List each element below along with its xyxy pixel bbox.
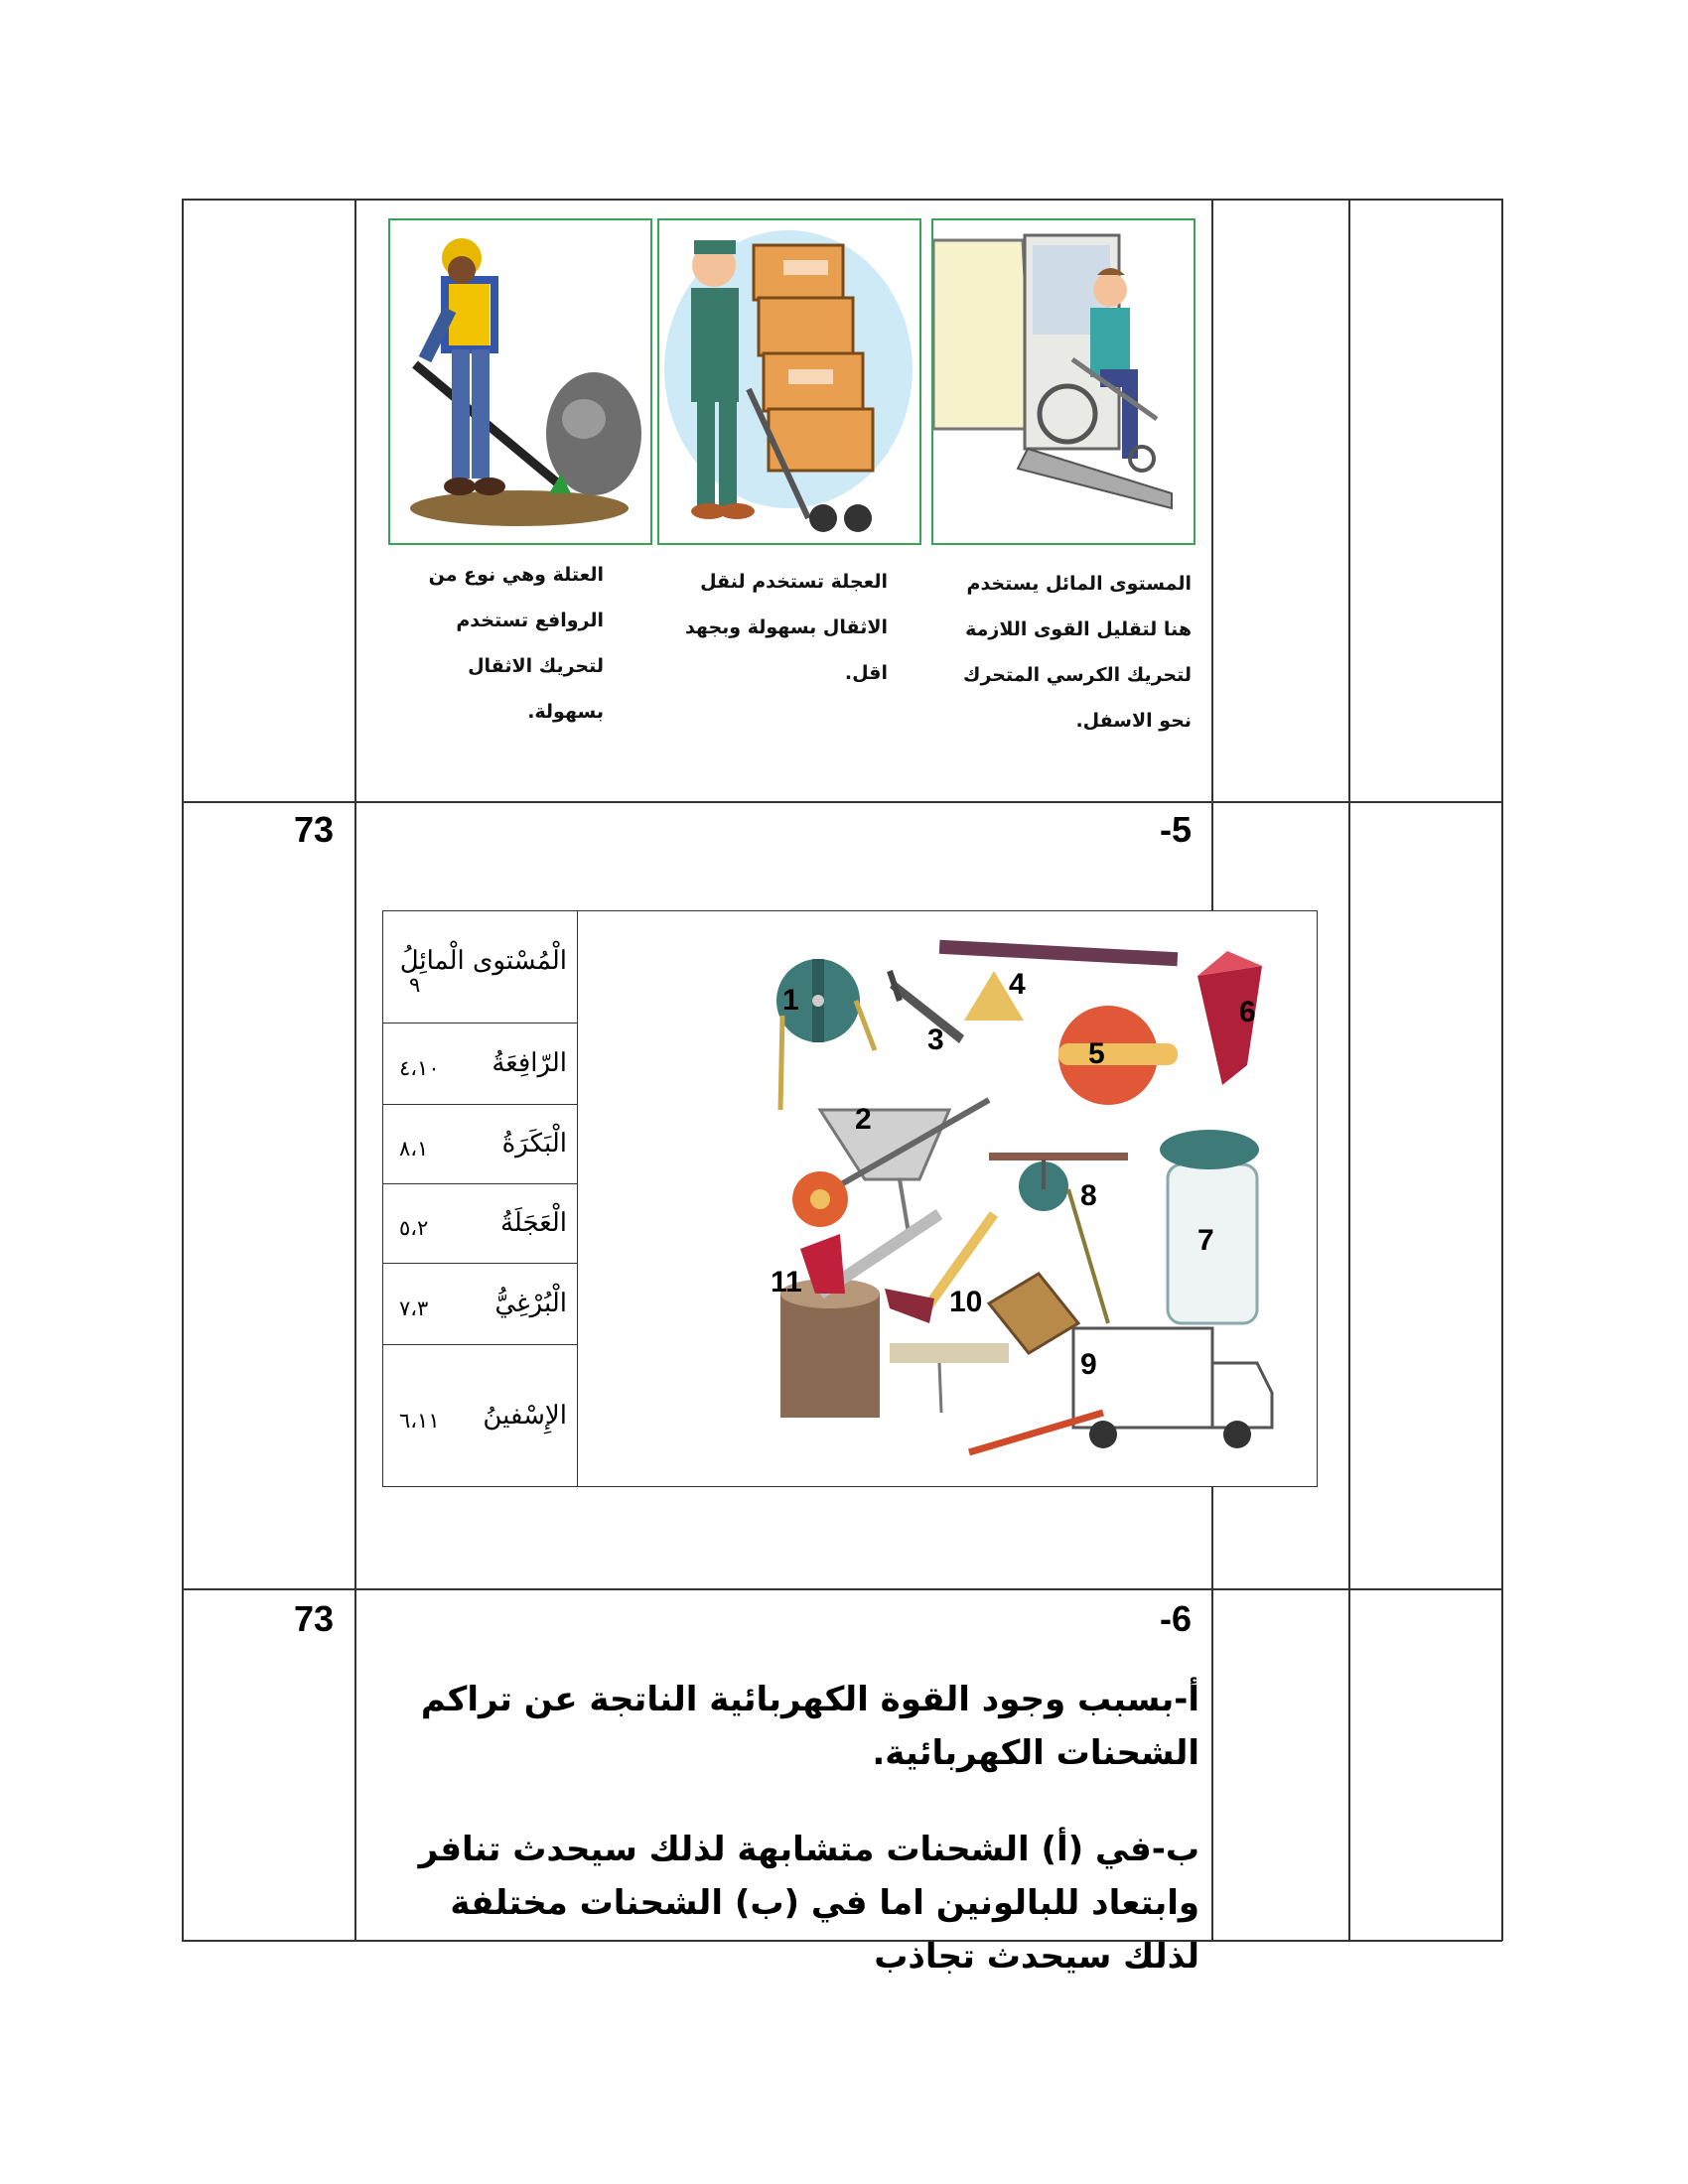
inclined-plane-caption: المستوى المائل يستخدم هنا لتقليل القوى اللازمة لتحريك الكرسي المتحرك نحو الاسفل. (963, 573, 1192, 732)
page-reference-row3: 73 (294, 1598, 335, 1639)
machine-row (383, 1104, 577, 1184)
row-divider-2 (182, 1588, 1502, 1590)
machine-label-9: 9 (1080, 1348, 1097, 1381)
wheel-caption: العجلة تستخدم لنقل الاثقال بسهولة وبجهد اقل. (684, 571, 888, 684)
machine-name: الْبَكَرَةُ (501, 1129, 567, 1159)
wheel-dolly-illustration (657, 218, 921, 545)
machine-row (383, 1344, 577, 1486)
question-number-6: -6 (1160, 1598, 1193, 1639)
row-divider-1 (182, 801, 1502, 803)
lever-illustration (388, 218, 652, 545)
simple-machines-table (382, 910, 1318, 1487)
machine-label-7: 7 (1197, 1224, 1214, 1257)
machine-row (383, 1183, 577, 1264)
column-divider-extra (1348, 199, 1350, 1941)
machine-label-4: 4 (1009, 968, 1026, 1001)
machine-name: الْمُسْتوى الْمائِلُ (399, 946, 567, 977)
table-right-border (1501, 199, 1503, 1941)
table-left-border (182, 199, 184, 1941)
machine-name: الْعَجَلَةُ (499, 1208, 567, 1238)
machine-row (383, 1023, 577, 1105)
machine-numbers: ٧،٣ (399, 1296, 429, 1320)
machine-label-1: 1 (782, 984, 799, 1017)
answer-a: أ-بسبب وجود القوة الكهربائية الناتجة عن تراكم الشحنات الكهربائية. (420, 1680, 1199, 1773)
machine-numbers: ٩ (409, 973, 421, 998)
machine-numbers: ٥،٢ (399, 1215, 429, 1240)
answer-b: ب-في (أ) الشحنات متشابهة لذلك سيحدث تنافر وابتعاد للبالونين اما في (ب) الشحنات مختلفة لذلك سيحدث تجاذب (418, 1830, 1199, 1977)
machine-label-6: 6 (1239, 996, 1256, 1028)
simple-machines-picture (761, 926, 1302, 1467)
lever-caption: العتلة وهي نوع من الروافع تستخدم لتحريك الاثقال بسهولة. (428, 564, 604, 723)
table-top-border (182, 199, 1502, 201)
machine-label-10: 10 (949, 1286, 983, 1318)
machine-numbers: ٤،١٠ (399, 1055, 440, 1080)
machine-name: الرّافِعَةُ (492, 1048, 567, 1078)
machine-label-11: 11 (771, 1266, 802, 1298)
page-reference-row2: 73 (294, 809, 335, 850)
machine-label-3: 3 (927, 1024, 944, 1056)
inclined-plane-illustration (931, 218, 1196, 545)
machine-row (383, 1263, 577, 1345)
machine-name: الإِسْفينُ (483, 1400, 567, 1431)
machine-numbers: ٦،١١ (399, 1408, 440, 1433)
column-divider-page (354, 199, 356, 1941)
machine-row (383, 911, 577, 1024)
machine-name: الْبُرْغِيُّ (494, 1289, 567, 1318)
machine-label-8: 8 (1080, 1179, 1097, 1212)
question-number-5: -5 (1160, 809, 1193, 850)
machine-label-5: 5 (1088, 1037, 1105, 1070)
machine-numbers: ٨،١ (399, 1136, 429, 1160)
machine-label-2: 2 (855, 1103, 872, 1136)
machine-names-column (383, 911, 578, 1486)
